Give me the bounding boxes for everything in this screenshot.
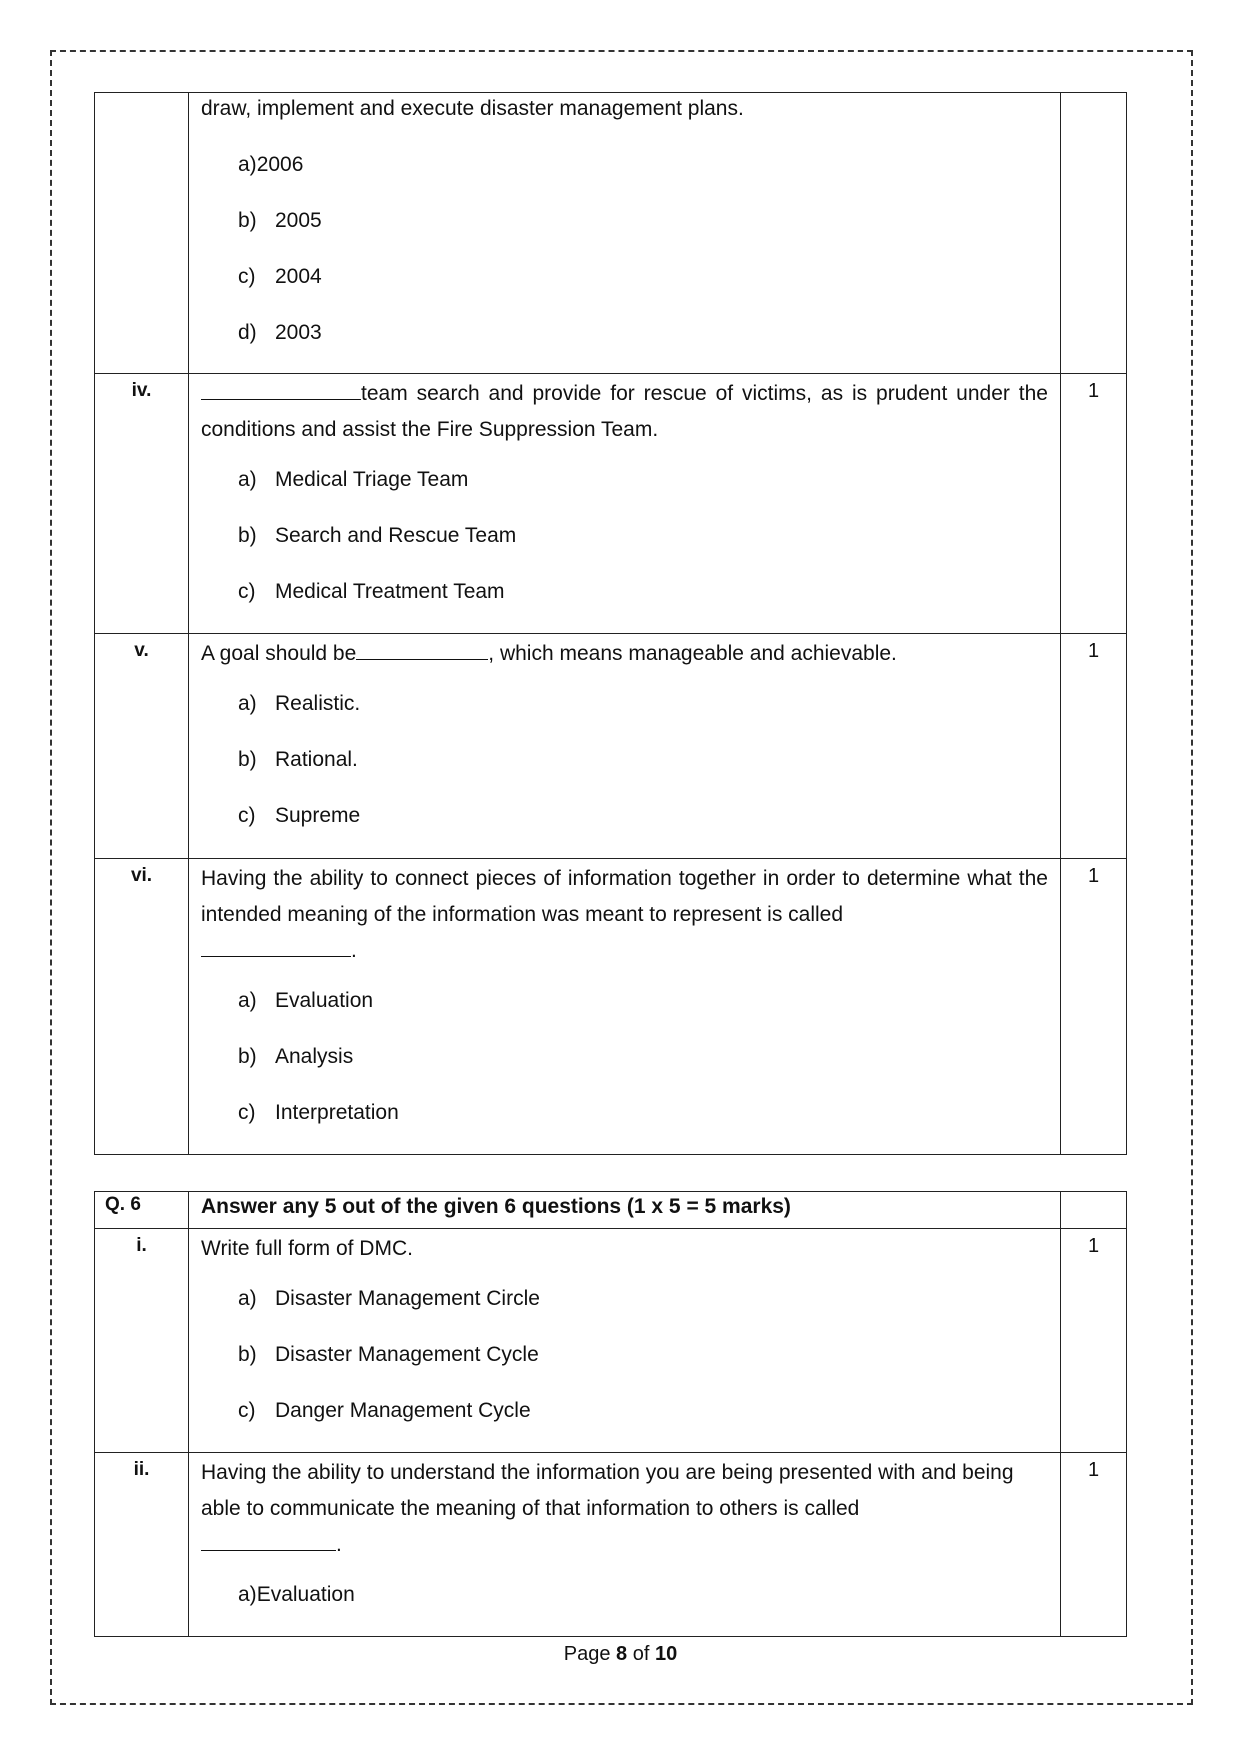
stem-text: Having the ability to understand the information you are being presented with and being able to communicate the meaning of that information to others is called (201, 1461, 1014, 1520)
answer-blank (201, 1528, 336, 1551)
option-text: Medical Treatment Team (275, 580, 505, 603)
question-row-ii (95, 1453, 1127, 1637)
question-number-cell (95, 93, 189, 374)
q6-header-row (95, 1192, 1127, 1229)
page-footer (0, 1643, 1241, 1666)
question-body-cell (189, 374, 1061, 634)
answer-blank (201, 377, 361, 400)
question-body-cell (189, 93, 1061, 374)
option-label: a) (238, 989, 257, 1012)
question-number: vi. (95, 859, 189, 1155)
option-label: a) (238, 153, 257, 176)
option-label: a) (238, 1287, 257, 1310)
stem-text: team search and provide for rescue of victims, as is prudent under the conditions and assist the Fire Suppression Team. (201, 382, 1048, 441)
option-text: 2006 (256, 153, 304, 176)
marks: 1 (1061, 859, 1127, 1155)
question-body-cell (189, 1453, 1061, 1637)
option-text: Analysis (275, 1045, 354, 1068)
marks: 1 (1061, 634, 1127, 859)
option-label: b) (238, 748, 257, 771)
footer-middle: of (627, 1643, 655, 1665)
option-label: c) (238, 265, 256, 288)
question-number: i. (95, 1229, 189, 1453)
answer-blank (201, 934, 351, 957)
question-stem: Write full form of DMC. (201, 1237, 413, 1260)
option-label: c) (238, 1101, 256, 1124)
option-c (201, 1393, 1048, 1429)
question-row-v (95, 634, 1127, 859)
option-label: a) (238, 1583, 257, 1606)
option-label: c) (238, 1399, 256, 1422)
marks-cell (1061, 1192, 1127, 1229)
option-a (201, 686, 1048, 722)
option-c (201, 259, 1048, 295)
option-label: b) (238, 1343, 257, 1366)
question-body-cell (189, 1229, 1061, 1453)
question-row-i (95, 1229, 1127, 1453)
option-text: Evaluation (256, 1583, 355, 1606)
question-body-cell (189, 634, 1061, 859)
option-text: Disaster Management Cycle (275, 1343, 539, 1366)
question-stem: draw, implement and execute disaster management plans. (201, 97, 744, 120)
option-c (201, 574, 1048, 610)
option-b (201, 203, 1048, 239)
question-number: v. (95, 634, 189, 859)
option-text: Search and Rescue Team (275, 524, 517, 547)
question-number: Q. 6 (95, 1192, 189, 1229)
option-label: b) (238, 524, 257, 547)
option-a (201, 1281, 1048, 1317)
question-row-continued (95, 93, 1127, 374)
option-text: Medical Triage Team (275, 468, 469, 491)
option-c (201, 1095, 1048, 1131)
option-text: Evaluation (275, 989, 374, 1012)
option-label: b) (238, 1045, 257, 1068)
option-b (201, 742, 1048, 778)
option-text: Danger Management Cycle (275, 1399, 531, 1422)
marks: 1 (1061, 1229, 1127, 1453)
stem-text: , which means manageable and achievable. (488, 642, 897, 665)
option-text: Interpretation (275, 1101, 399, 1124)
option-label: c) (238, 580, 256, 603)
question-stem (201, 374, 1048, 448)
q6-heading: Answer any 5 out of the given 6 questions (1 x 5 = 5 marks) (189, 1192, 1061, 1229)
option-b (201, 518, 1048, 554)
option-a (201, 147, 1048, 183)
question-row-iv (95, 374, 1127, 634)
option-a (201, 983, 1048, 1019)
stem-text: . (336, 1533, 342, 1556)
option-a (201, 1577, 1048, 1613)
option-text: Rational. (275, 748, 358, 771)
current-page-number: 8 (616, 1643, 628, 1665)
option-text: 2003 (275, 321, 322, 344)
option-label: b) (238, 209, 257, 232)
answer-blank (356, 637, 488, 660)
option-text: Disaster Management Circle (275, 1287, 540, 1310)
question-stem (201, 634, 1048, 672)
question-table-q5 (94, 92, 1127, 1155)
question-table-q6 (94, 1191, 1127, 1637)
option-label: a) (238, 468, 257, 491)
option-text: 2004 (275, 265, 322, 288)
option-label: d) (238, 321, 257, 344)
option-text: 2005 (275, 209, 322, 232)
option-c (201, 798, 1048, 834)
option-d (201, 315, 1048, 351)
question-body-cell (189, 859, 1061, 1155)
option-b (201, 1337, 1048, 1373)
stem-text: Having the ability to connect pieces of information together in order to determine what the intended meaning of the information was meant to represent is called (201, 867, 1048, 926)
stem-text: A goal should be (201, 642, 357, 665)
marks: 1 (1061, 1453, 1127, 1637)
option-text: Realistic. (275, 692, 361, 715)
option-b (201, 1039, 1048, 1075)
marks: 1 (1061, 374, 1127, 634)
stem-text: . (351, 939, 357, 962)
option-text: Supreme (275, 804, 361, 827)
footer-prefix: Page (563, 1643, 617, 1665)
total-page-count: 10 (654, 1643, 678, 1665)
question-number: iv. (95, 374, 189, 634)
option-label: c) (238, 804, 256, 827)
option-label: a) (238, 692, 257, 715)
question-row-vi (95, 859, 1127, 1155)
question-stem (201, 1453, 1048, 1563)
marks-cell (1061, 93, 1127, 374)
question-number: ii. (95, 1453, 189, 1637)
question-stem (201, 859, 1048, 969)
option-a (201, 462, 1048, 498)
